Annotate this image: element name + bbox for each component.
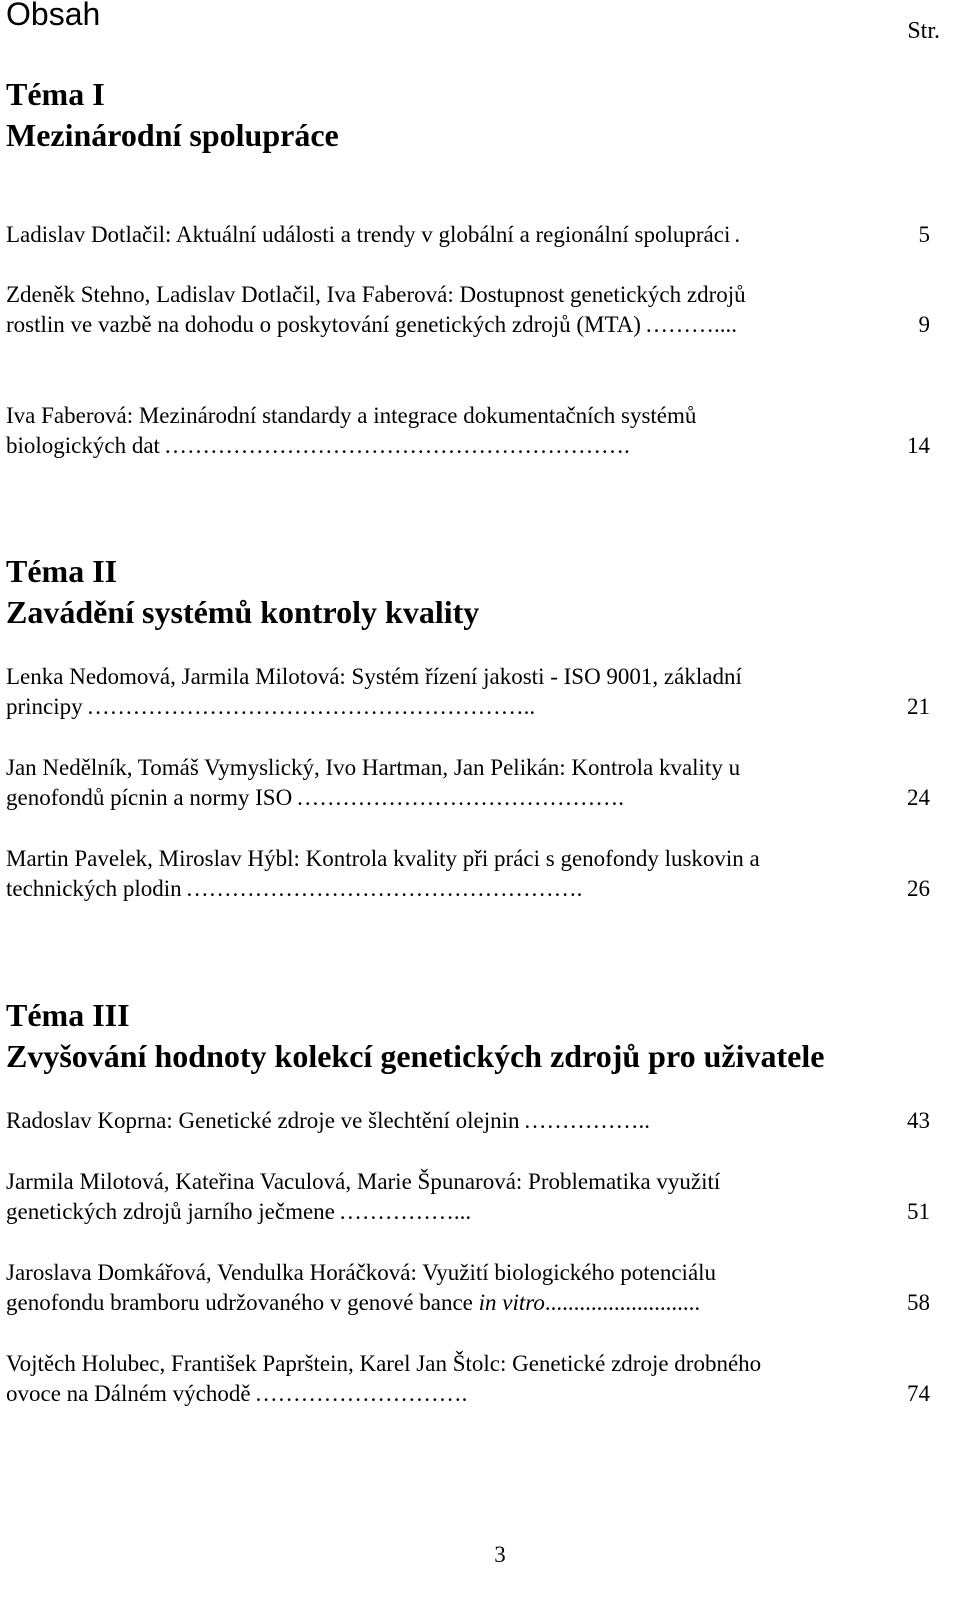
toc-entry-leader: ……………………………………. (296, 785, 624, 810)
toc-entry[interactable] (6, 401, 930, 461)
toc-entry-title-line1: Zdeněk Stehno, Ladislav Dotlačil, Iva Faberová: Dostupnost genetických zdrojů (6, 282, 746, 307)
toc-entry-title-line1: Martin Pavelek, Miroslav Hýbl: Kontrola kvality při práci s genofondy luskovin a (6, 846, 760, 871)
theme-2-number: Téma II (6, 553, 118, 589)
toc-entry-page: 26 (907, 876, 930, 901)
toc-entry-leader: ……………... (338, 1199, 472, 1224)
toc-entry-title-line2 (6, 1288, 545, 1318)
theme-1-number: Téma I (6, 76, 105, 112)
toc-entry[interactable] (6, 1167, 930, 1227)
page-number: 3 (494, 1542, 506, 1567)
toc-entry-page: 9 (918, 312, 930, 337)
toc-entry[interactable] (6, 844, 930, 904)
toc-entry-page: 24 (907, 785, 930, 810)
toc-entry-leader: ……….... (644, 312, 737, 337)
toc-entry-page: 5 (918, 222, 930, 247)
toc-entry-title-line1: Jarmila Milotová, Kateřina Vaculová, Marie Špunarová: Problematika využití (6, 1169, 721, 1194)
toc-entry-title-line1: Jaroslava Domkářová, Vendulka Horáčková: Využití biologického potenciálu (6, 1260, 717, 1285)
page-title: Obsah (6, 0, 101, 32)
toc-entry-page: 51 (907, 1199, 930, 1224)
toc-entry-page: 21 (907, 694, 930, 719)
toc-entry[interactable] (6, 1258, 930, 1318)
toc-entry-leader: ……………………………………………. (185, 876, 583, 901)
toc-entry-title-line2: principy (6, 694, 83, 719)
toc-entry-title-text: genofondu bramboru udržovaného v genové bance (6, 1290, 473, 1315)
toc-entry-leader: ........................... (544, 1290, 701, 1315)
toc-entry-leader: ………………………. (254, 1381, 468, 1406)
theme-3-name: Zvyšování hodnoty kolekcí genetických zdrojů pro uživatele (6, 1038, 825, 1074)
toc-entry-title-line1: Vojtěch Holubec, František Paprštein, Karel Jan Štolc: Genetické zdroje drobného (6, 1351, 762, 1376)
page-column-label: Str. (907, 18, 940, 44)
toc-entry-title-line2: genetických zdrojů jarního ječmene (6, 1199, 335, 1224)
toc-entry[interactable] (6, 280, 930, 340)
theme-2-name: Zavádění systémů kontroly kvality (6, 594, 480, 630)
toc-entry-page: 58 (907, 1290, 930, 1315)
toc-entry-title-line1: Lenka Nedomová, Jarmila Milotová: Systém řízení jakosti - ISO 9001, základní (6, 664, 742, 689)
toc-entry-title-line2: biologických dat (6, 433, 160, 458)
theme-3-number: Téma III (6, 997, 130, 1033)
toc-entry-title-line1: Jan Nedělník, Tomáš Vymyslický, Ivo Hartman, Jan Pelikán: Kontrola kvality u (6, 755, 741, 780)
toc-entry-title-line2: genofondů pícnin a normy ISO (6, 785, 293, 810)
theme-1-name: Mezinárodní spolupráce (6, 117, 339, 153)
toc-entry-title-italic: in vitro (478, 1290, 545, 1315)
toc-entry-title-line1: Iva Faberová: Mezinárodní standardy a integrace dokumentačních systémů (6, 403, 697, 428)
toc-entry-title: Ladislav Dotlačil: Aktuální události a trendy v globální a regionální spolupráci (6, 222, 731, 247)
toc-entry[interactable] (6, 1349, 930, 1409)
toc-entry[interactable] (6, 1106, 930, 1136)
toc-entry-title-line2: rostlin ve vazbě na dohodu o poskytování genetických zdrojů (MTA) (6, 312, 641, 337)
toc-entry-page: 43 (907, 1108, 930, 1133)
toc-entry-page: 14 (907, 433, 930, 458)
toc-entry[interactable] (6, 662, 930, 722)
toc-entry-leader: . (734, 222, 741, 247)
toc-entry-title-line2: ovoce na Dálném východě (6, 1381, 251, 1406)
toc-entry-leader: ……………………………………………………. (163, 433, 630, 458)
toc-entry-leader: ………………………………………………….. (86, 694, 536, 719)
toc-entry-leader: …………….. (523, 1108, 650, 1133)
toc-entry-title: Radoslav Koprna: Genetické zdroje ve šlechtění olejnin (6, 1108, 520, 1133)
toc-entry-title-line2: technických plodin (6, 876, 182, 901)
toc-entry[interactable] (6, 220, 930, 250)
toc-entry[interactable] (6, 753, 930, 813)
toc-entry-page: 74 (907, 1381, 930, 1406)
